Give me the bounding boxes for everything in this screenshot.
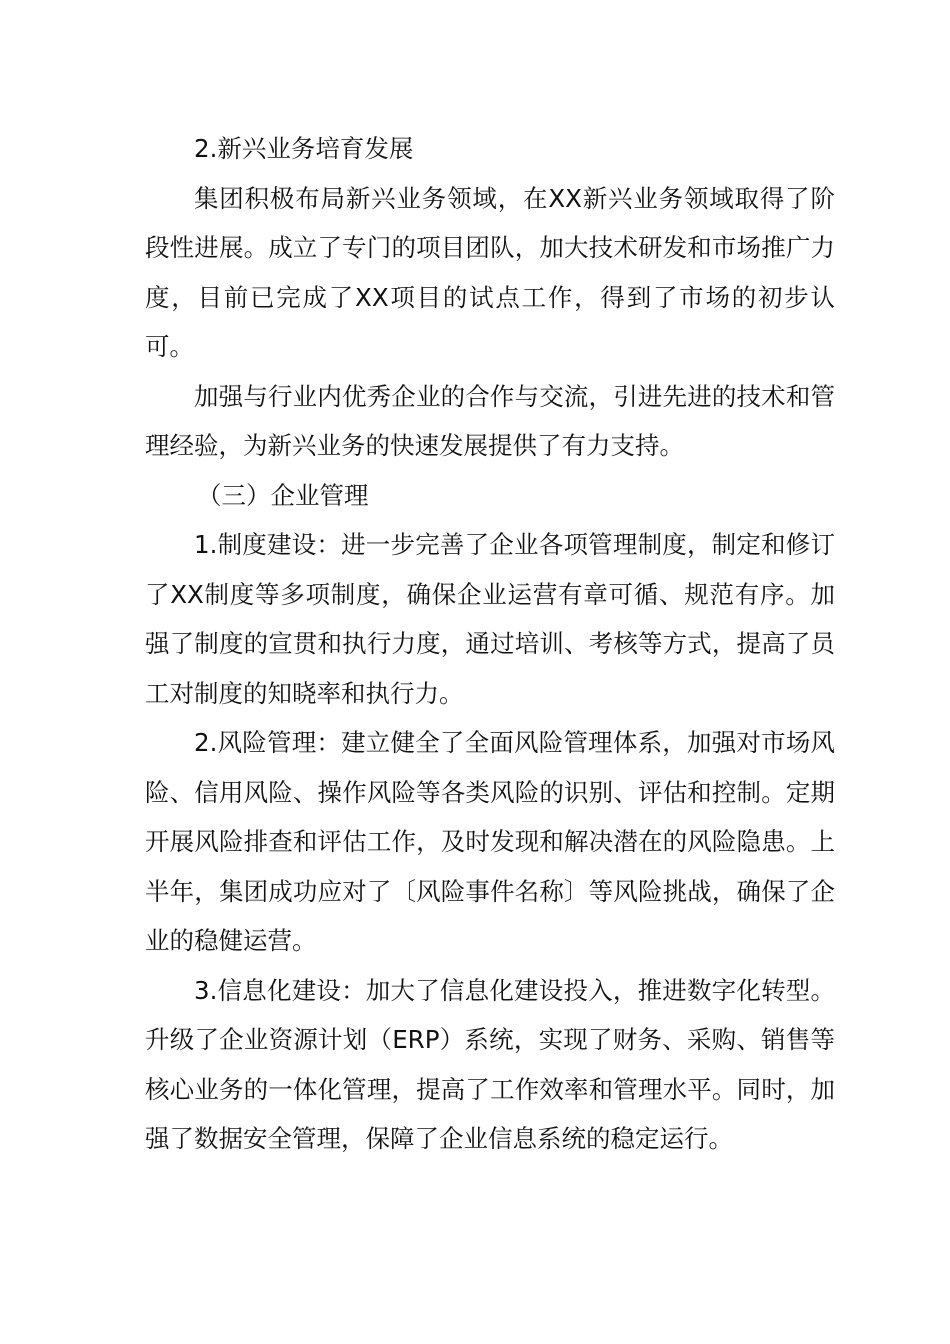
subheading-emerging-business: 2.新兴业务培育发展 [194, 134, 414, 163]
section-heading-enterprise-management: （三）企业管理 [197, 480, 369, 510]
paragraph-informatization: 3.信息化建设：加大了信息化建设投入，推进数字化转型。升级了企业资源计划（ERP）系统，实现了财务、采购、销售等核心业务的一体化管理，提高了工作效率和管理水平。同时，加强了数据安全管理，保障了企业信息系统的稳定运行。 [145, 975, 835, 1153]
document-page [145, 124, 835, 1164]
paragraph-emerging-progress: 集团积极布局新兴业务领域，在XX新兴业务领域取得了阶段性进展。成立了专门的项目团队，加大技术研发和市场推广力度，目前已完成了XX项目的试点工作，得到了市场的初步认可。 [145, 183, 835, 361]
paragraph-emerging-cooperation: 加强与行业内优秀企业的合作与交流，引进先进的技术和管理经验，为新兴业务的快速发展提供了有力支持。 [145, 381, 835, 460]
paragraph-system-building: 1.制度建设：进一步完善了企业各项管理制度，制定和修订了XX制度等多项制度，确保企业运营有章可循、规范有序。加强了制度的宣贯和执行力度，通过培训、考核等方式，提高了员工对制度的知晓率和执行力。 [145, 530, 835, 708]
paragraph-risk-management: 2.风险管理：建立健全了全面风险管理体系，加强对市场风险、信用风险、操作风险等各类风险的识别、评估和控制。定期开展风险排查和评估工作，及时发现和解决潜在的风险隐患。上半年，集团成功应对了〔风险事件名称〕等风险挑战，确保了企业的稳健运营。 [145, 728, 835, 955]
